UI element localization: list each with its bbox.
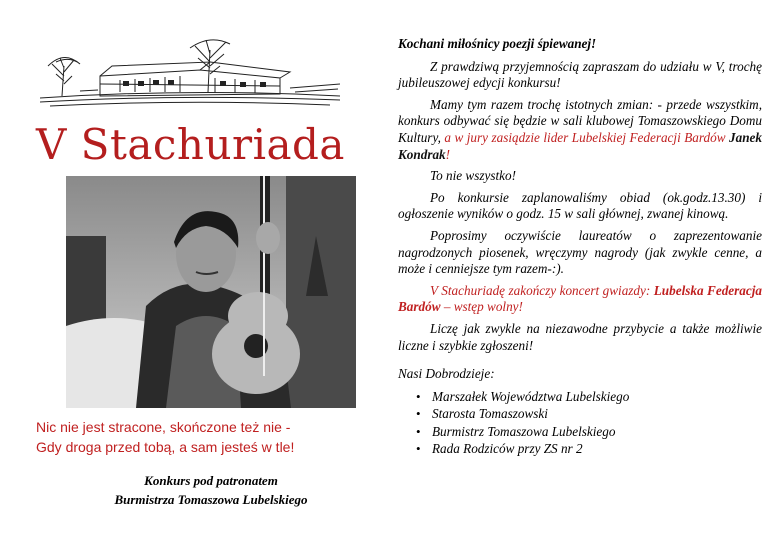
list-item: • Marszałek Województwa Lubelskiego (432, 388, 762, 406)
list-item: • Starosta Tomaszowski (432, 405, 762, 423)
list-item: • Burmistrz Tomaszowa Lubelskiego (432, 423, 762, 441)
list-item: • Rada Rodziców przy ZS nr 2 (432, 440, 762, 458)
building-sketch-image (40, 36, 340, 108)
sponsors-list (398, 388, 762, 458)
paragraph (398, 283, 762, 316)
jury-text: a w jury zasiądzie lider Lubelskiej Federacji Bardów (440, 129, 730, 145)
concert-band: Lubelska Federacja Bardów (398, 282, 762, 315)
patronage-note (36, 471, 386, 509)
concert-entry: – wstęp wolny! (440, 299, 523, 315)
jury-end: ! (445, 146, 451, 162)
paragraph: Po konkursie zaplanowaliśmy obiad (ok.godz.13.30) i ogłoszenie wyników o godz. 15 w sali głównej, zwanej kinową. (398, 189, 762, 222)
paragraph: To nie wszystko! (430, 168, 516, 184)
paragraph: Z prawdziwą przyjemnością zapraszam do udziału w V, trochę jubileuszowej edycji konkursu! (398, 58, 762, 91)
paragraph: Poprosimy oczywiście laureatów o zaprezentowanie nagrodzonych piosenek, wręczymy nagrody (jak zwykle cenne, a może i cenniejsze tym razem-:). (398, 227, 762, 277)
paragraph: Liczę jak zwykle na niezawodne przybycie a także możliwie liczne i szybkie zgłoszeni! (398, 320, 762, 353)
event-title: V Stachuriada (36, 120, 345, 169)
quote-line: Gdy droga przed tobą, a sam jesteś w tle! (36, 439, 295, 455)
patron-line: Burmistrza Tomaszowa Lubelskiego (114, 492, 308, 507)
jury-name: Janek Kondrak (398, 129, 762, 162)
concert-text: V Stachuriadę zakończy koncert gwiazdy: (430, 282, 654, 298)
poem-quote (36, 417, 366, 457)
sponsors-label: Nasi Dobrodzieje: (398, 366, 495, 382)
paragraph-text: Mamy tym razem trochę istotnych zmian: - przede wszystkim, konkurs odbywać się będzie w sali klubowej Tomaszowskiego Domu Kultury, (398, 96, 762, 145)
patron-line: Konkurs pod patronatem (144, 473, 278, 488)
guitarist-photo-image (66, 176, 356, 408)
invitation-letter (398, 36, 762, 458)
greeting: Kochani miłośnicy poezji śpiewanej! (398, 36, 597, 51)
quote-line: Nic nie jest stracone, skończone też nie - (36, 419, 291, 435)
paragraph (398, 97, 762, 163)
